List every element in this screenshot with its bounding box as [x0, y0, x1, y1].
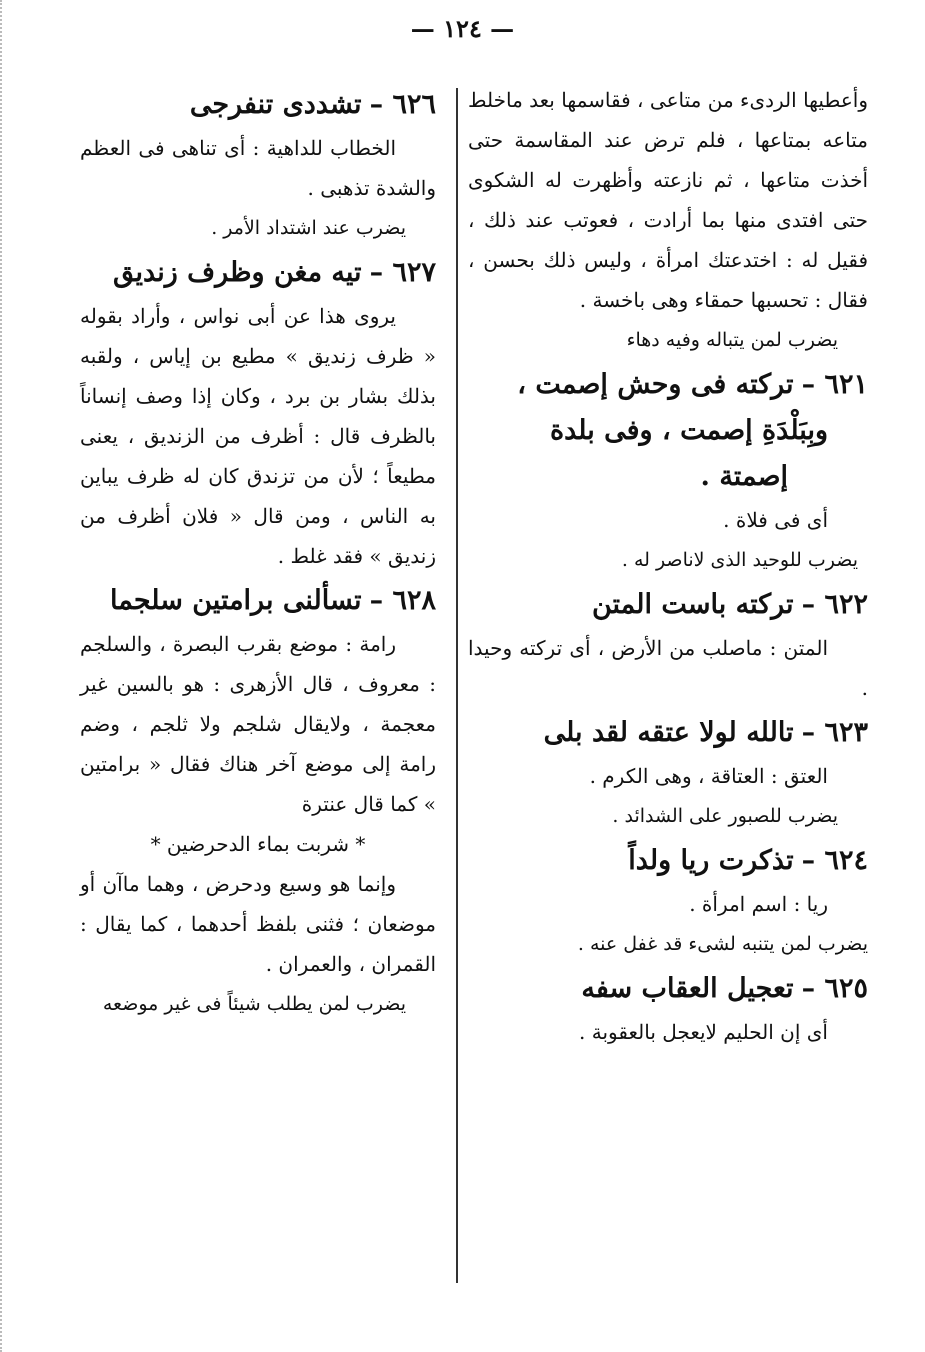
proverb-623-body: العتق : العتاقة ، وهى الكرم .	[589, 764, 828, 788]
proverb-622-body: المتن : ماصلب من الأرض ، أى تركته وحيدا .	[468, 636, 868, 700]
page-edge	[0, 0, 6, 1352]
entry-number: ٦٢٥ –	[801, 973, 868, 1004]
proverb-621-gloss: أى فى فلاة .	[723, 508, 828, 532]
proverb-text: تسألنى برامتين سلجما	[110, 585, 362, 616]
proverb-628-body: رامة : موضع بقرب البصرة ، والسلجم : معروف ، قال الأزهرى : هو بالسين غير معجمة ، ولايقال شلجم ولا ثلجم ، وضم رامة إلى موضع آخر هناك فقال « برامتين » كما قال عنترة	[80, 632, 436, 816]
proverb-text: تعجيل العقاب سفه	[581, 973, 794, 1004]
proverb-622-heading	[468, 582, 868, 628]
proverb-625-body: أى إن الحليم لايعجل بالعقوبة .	[579, 1020, 828, 1044]
proverb-621-heading	[468, 362, 868, 408]
proverb-text: تركته فى وحش إصمت ،	[517, 369, 794, 400]
proverb-text: تركته باست المتن	[591, 589, 794, 620]
proverb-621-end: إصمتة .	[700, 461, 788, 492]
proverb-624-body: ريا : اسم امرأة .	[689, 892, 828, 916]
proverb-623-heading	[468, 710, 868, 756]
proverb-626-heading	[80, 82, 436, 128]
proverb-626-body: الخطاب للداهية : أى تناهى فى العظم والشدة تذهبى .	[80, 136, 436, 200]
proverb-628-body-continued: وإنما هو وسيع ودحرض ، وهما ماآن أو موضعان ؛ فثنى بلفظ أحدهما ، كما يقال : القمران ، والعمران .	[80, 872, 436, 976]
column-divider	[456, 88, 458, 1283]
proverb-628-heading	[80, 578, 436, 624]
proverb-621-note: يضرب للوحيد الذى لاناصر له .	[621, 549, 858, 571]
entry-number: ٦٢٢ –	[801, 589, 868, 620]
proverb-text: تالله لولا عتقه لقد بلى	[543, 717, 794, 748]
entry-number: ٦٢٨ –	[369, 585, 436, 616]
proverb-621-continued: وبِبَلْدَةِ إصمت ، وفى بلدة	[549, 415, 828, 446]
proverb-text: تذكرت ريا ولداً	[628, 845, 794, 876]
entry-number: ٦٢٣ –	[801, 717, 868, 748]
proverb-627-heading	[80, 250, 436, 296]
proverb-usage-note: يضرب لمن يتباله وفيه دهاء	[626, 329, 838, 351]
proverb-628-note: يضرب لمن يطلب شيئاً فى غير موضعه	[102, 993, 406, 1015]
proverb-624-heading	[468, 838, 868, 884]
entry-number: ٦٢٦ –	[369, 89, 436, 120]
poetry-verse: * شربت بماء الدحرضين *	[150, 832, 366, 856]
proverb-text: تيه مغن وظرف زنديق	[113, 257, 362, 288]
page-number: — ١٢٤ —	[410, 14, 515, 43]
proverb-623-note: يضرب للصبور على الشدائد .	[612, 805, 838, 827]
entry-number: ٦٢٧ –	[369, 257, 436, 288]
right-column	[468, 80, 868, 1052]
entry-number: ٦٢١ –	[801, 369, 868, 400]
proverb-626-note: يضرب عند اشتداد الأمر .	[211, 217, 406, 239]
continued-paragraph: وأعطيها الردىء من متاعى ، فقاسمها بعد ماخلط متاعه بمتاعها ، فلم ترض عند المقاسمة حتى أخذت متاعها ، ثم نازعته وأظهرت له الشكوى حتى افتدى منها بما أرادت ، فعوتب عند ذلك ، فقيل له : اختدعتك امرأة ، وليس ذلك بحسن ، فقال : تحسبها حمقاء وهى باخسة .	[468, 88, 868, 312]
entry-number: ٦٢٤ –	[801, 845, 868, 876]
proverb-627-body: يروى هذا عن أبى نواس ، وأراد بقوله « ظرف زنديق » مطيع بن إياس ، ولقبه بذلك بشار بن برد ، وكان إذا وصف إنساناً بالظرف قال : أظرف من الزنديق ، يعنى مطيعاً ؛ لأن من تزندق كان له ظرف يباين به الناس ، ومن قال « فلان أظرف من زنديق » فقد غلط .	[80, 304, 436, 568]
left-column	[80, 80, 436, 1024]
proverb-624-note: يضرب لمن يتنبه لشىء قد غفل عنه .	[577, 933, 868, 955]
proverb-text: تشددى تنفرجى	[189, 89, 362, 120]
proverb-625-heading	[468, 966, 868, 1012]
